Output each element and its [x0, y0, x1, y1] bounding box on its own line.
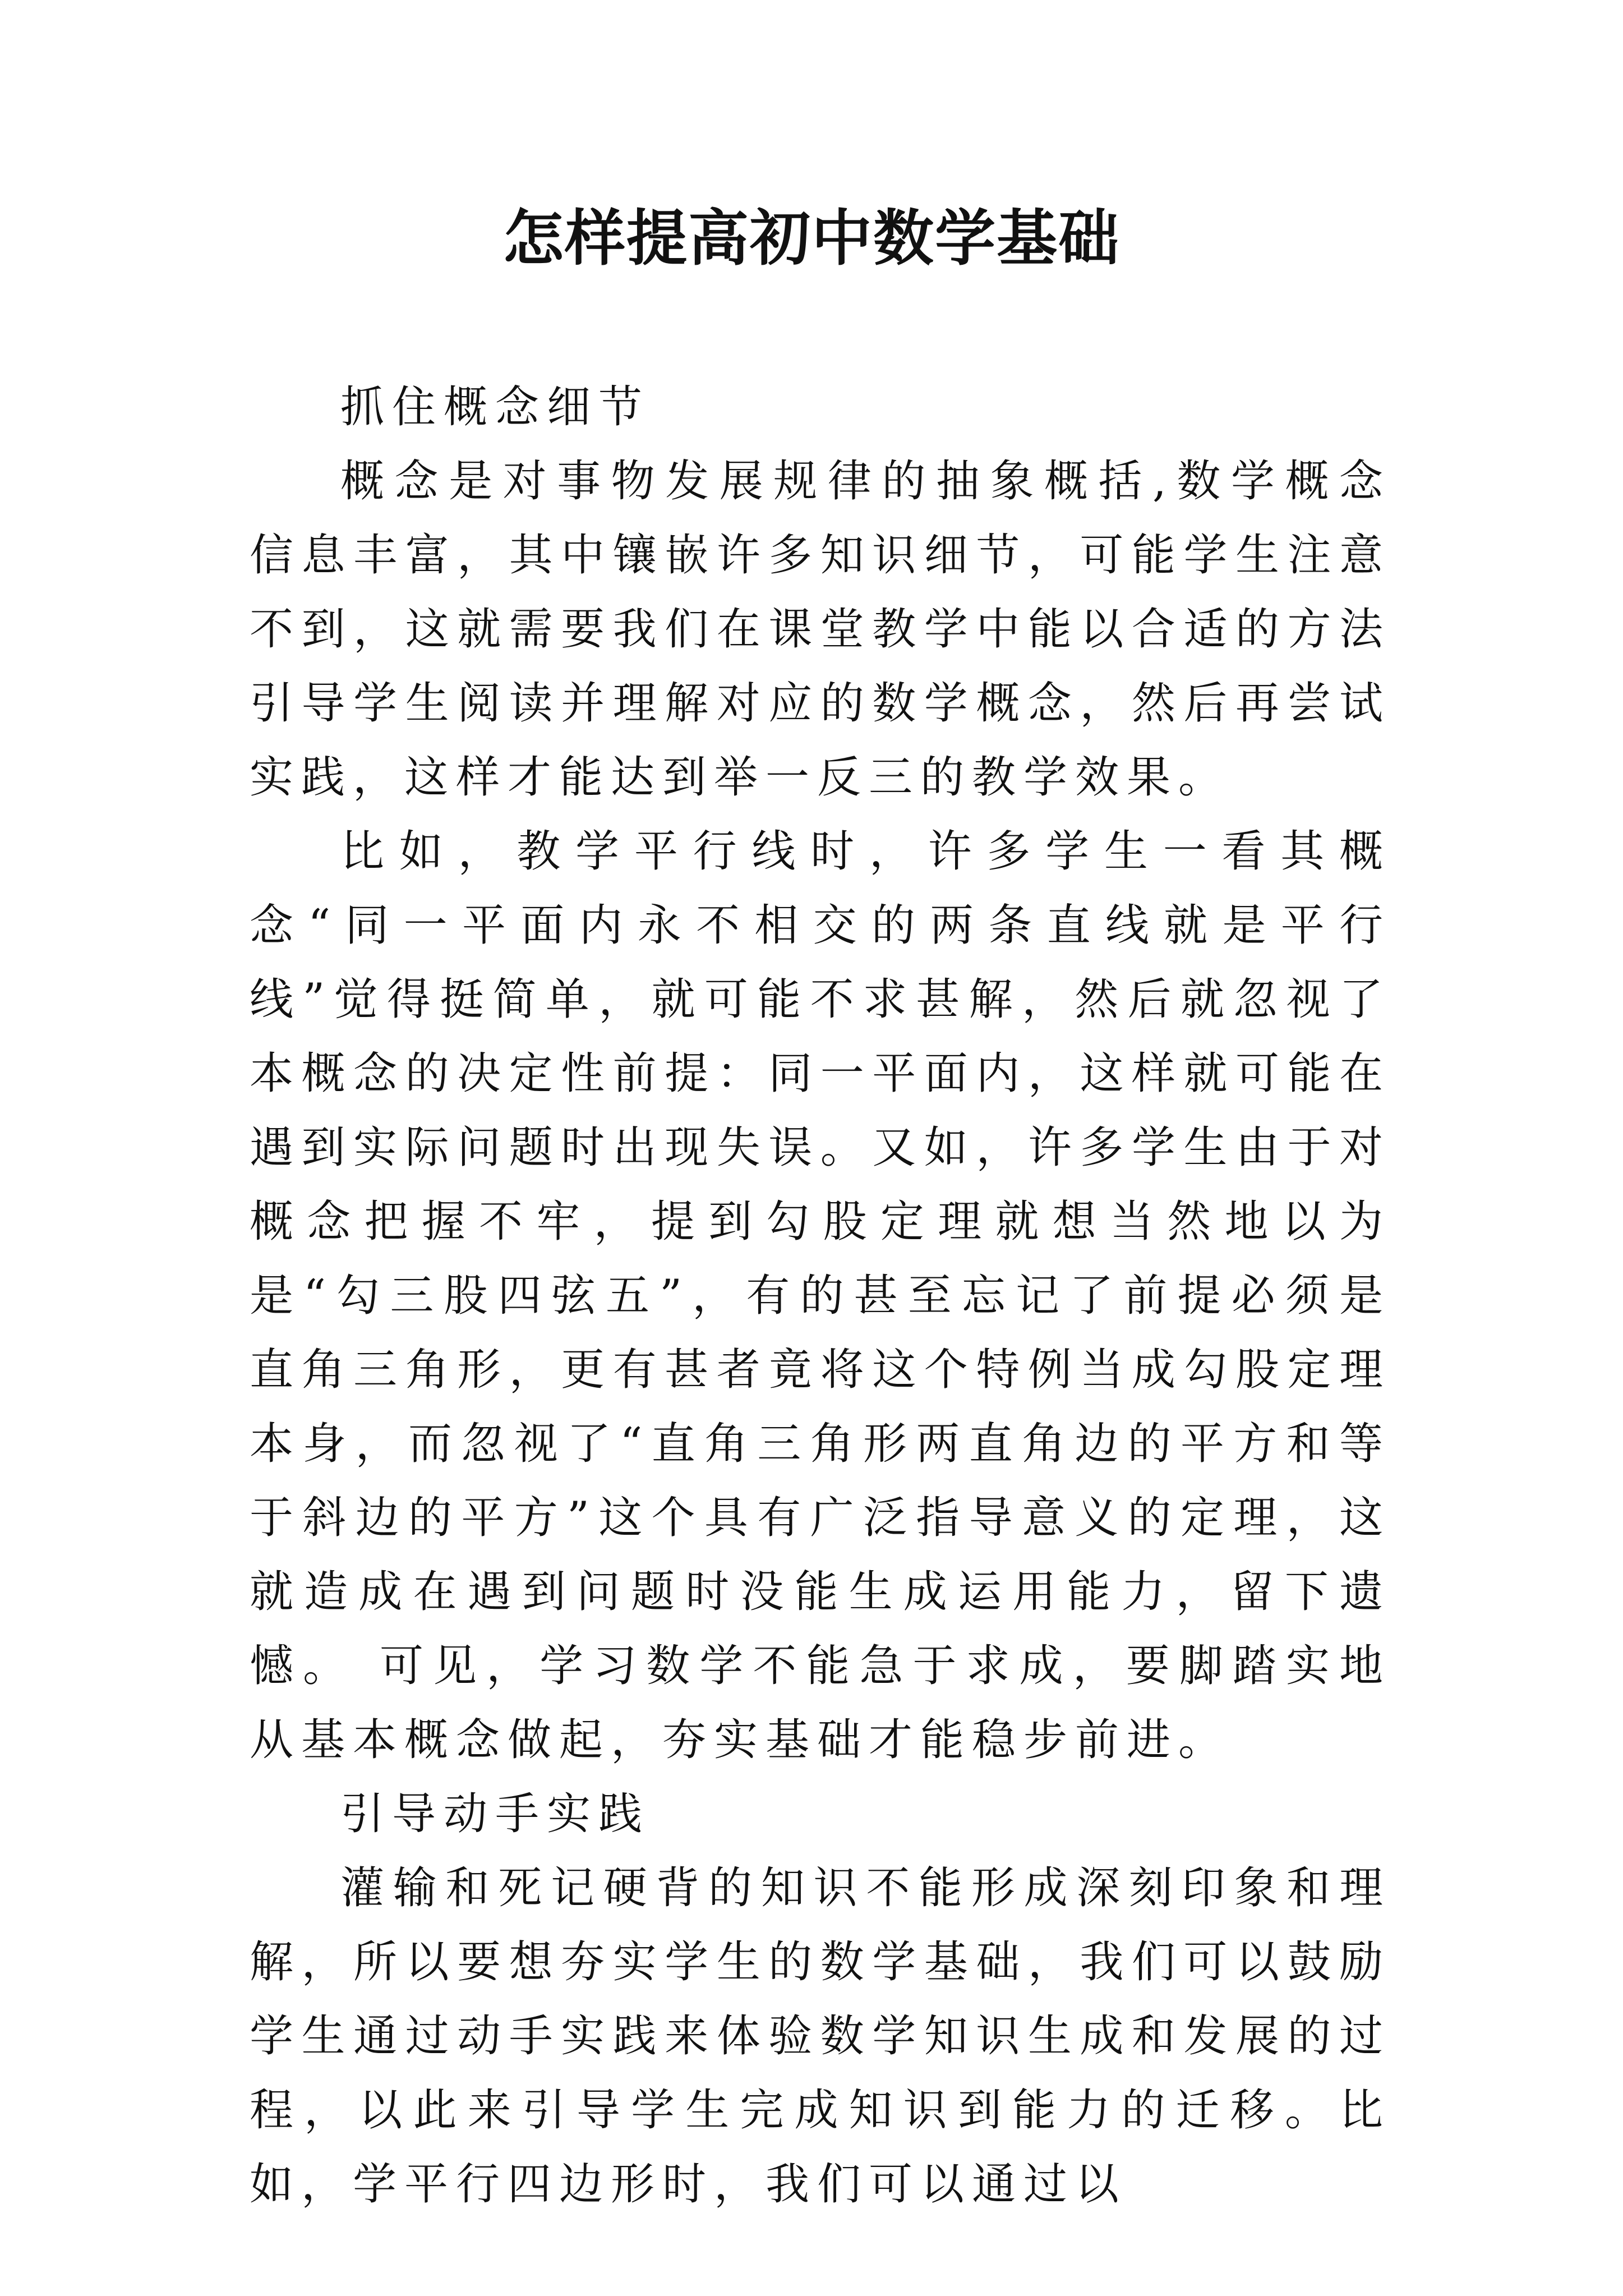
- section-heading: 抓住概念细节: [340, 382, 651, 432]
- section-concept-details: [250, 370, 1391, 1777]
- document-title: 怎样提高初中数学基础: [502, 203, 1120, 274]
- document-body: [250, 370, 1391, 2221]
- section-hands-on-practice: [250, 1777, 1391, 2221]
- paragraph: 比如，教学平行线时，许多学生一看其概念“同一平面内永不相交的两条直线就是平行线”觉得挺简单，就可能不求甚解，然后就忽视了本概念的决定性前提：同一平面内，这样就可能在遇到实际问题时出现失误。又如，许多学生由于对概念把握不牢，提到勾股定理就想当然地以为是“勾三股四弦五”，有的甚至忘记了前提必须是直角三角形，更有甚者竟将这个特例当成勾股定理本身，而忽视了“直角三角形两直角边的平方和等于斜边的平方”这个具有广泛指导意义的定理，这就造成在遇到问题时没能生成运用能力，留下遗憾。 可见，学习数学不能急于求成，要脚踏实地从基本概念做起，夯实基础才能稳步前进。: [250, 826, 1391, 1765]
- paragraph: 灌输和死记硬背的知识不能形成深刻印象和理解，所以要想夯实学生的数学基础，我们可以鼓励学生通过动手实践来体验数学知识生成和发展的过程，以此来引导学生完成知识到能力的迁移。比如，学平行四边形时，我们可以通过以: [250, 1863, 1391, 2210]
- paragraph: 概念是对事物发展规律的抽象概括,数学概念信息丰富，其中镶嵌许多知识细节，可能学生注意不到，这就需要我们在课堂教学中能以合适的方法引导学生阅读并理解对应的数学概念，然后再尝试实践，这样才能达到举一反三的教学效果。: [250, 456, 1391, 803]
- section-heading: 引导动手实践: [340, 1789, 651, 1839]
